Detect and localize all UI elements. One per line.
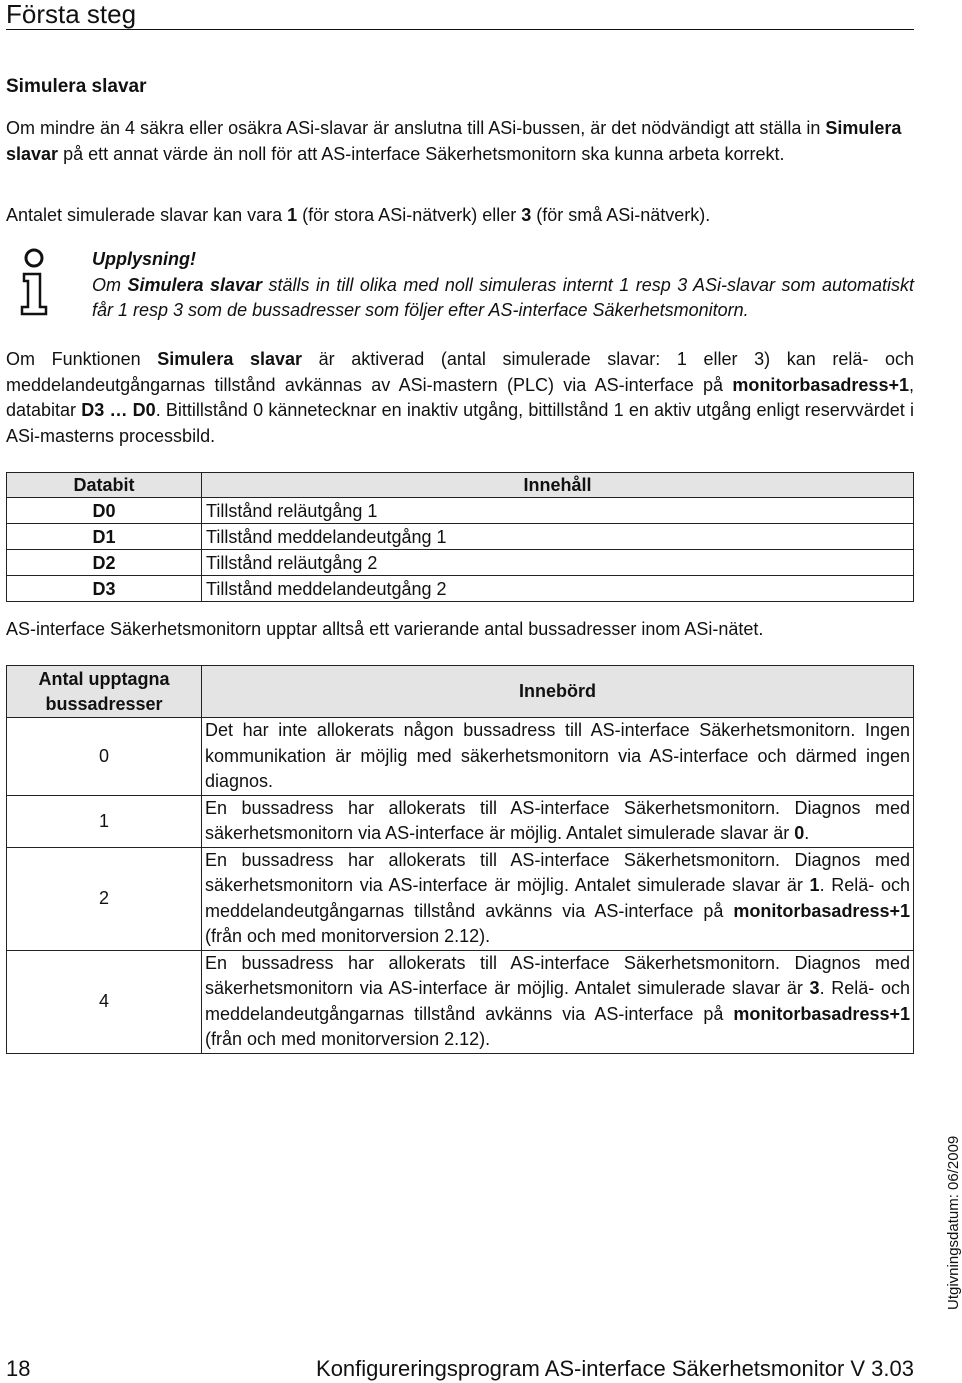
table-row [7,718,914,796]
meaning-text: . Relä- och meddelandeutgångarnas tillstånd avkänns via AS-interface på [205,875,910,921]
table-row [7,576,914,602]
meaning-cell [202,795,914,847]
intro-paragraph-2 [6,203,914,229]
table-header-content: Innehåll [202,473,914,498]
intro-text: (för små ASi-nätverk). [531,205,711,225]
info-icon [14,247,56,319]
note-body [92,273,914,324]
content-cell: Tillstånd meddelandeutgång 2 [202,576,914,602]
count-cell: 2 [7,847,202,950]
content-cell: Tillstånd meddelandeutgång 1 [202,524,914,550]
table-header-meaning: Innebörd [202,666,914,718]
content-cell: Tillstånd reläutgång 1 [202,498,914,524]
table-row [7,847,914,950]
meaning-text: . Relä- och meddelandeutgångarnas tillstånd avkänns via AS-interface på [205,978,910,1024]
intro-emphasis: 1 [287,205,298,225]
meaning-text: . [804,823,810,843]
meaning-text: (från och med monitorversion 2.12). [205,926,491,946]
intro-text: Om mindre än 4 säkra eller osäkra ASi-slavar är anslutna till ASi-bussen, är det nödvändigt att ställa in [6,118,826,138]
content-cell: Tillstånd reläutgång 2 [202,550,914,576]
intro-text: på ett annat värde än noll för att AS-interface Säkerhetsmonitorn ska kunna arbeta korrekt. [58,143,785,164]
paragraph-text: är aktiverad (antal simulerade slavar: 1 eller 3) kan relä- och meddelandeutgångarnas tillstånd avkännas av ASi-mastern (PLC) via AS-interface på [6,349,914,395]
issue-date-note: Utgivningsdatum: 06/2009 [945,1135,962,1310]
count-cell: 0 [7,718,202,796]
document-title: Konfigureringsprogram AS-interface Säkerhetsmonitor V 3.03 [316,1356,914,1381]
meaning-cell [202,718,914,796]
note-text: ställs in till olika med noll simuleras internt 1 resp 3 ASi-slavar som automatiskt får 1 resp 3 som de bussadresser som följer efter AS-interface Säkerhetsmonitorn. [92,274,914,320]
paragraph-text: , databitar [6,374,914,420]
paragraph-text: . Bittillstånd 0 kännetecknar en inaktiv utgång, bittillstånd 1 en aktiv utgång enligt reservvärdet i ASi-masterns processbild. [6,400,914,446]
intro-emphasis: Simulera slavar [6,118,902,164]
databit-cell: D1 [7,524,202,550]
table-header-row [7,666,914,718]
note-block [92,247,914,324]
meaning-cell [202,847,914,950]
meaning-emphasis: monitorbasadress+1 [733,1003,910,1024]
paragraph-text: Om Funktionen [6,349,158,369]
meaning-cell [202,950,914,1053]
note-title: Upplysning! [92,249,196,269]
count-cell: 1 [7,795,202,847]
databit-cell: D2 [7,550,202,576]
section-heading-wrap [6,74,914,99]
page-title: Första steg [6,0,137,29]
paragraph-emphasis: Simulera slavar [157,349,302,369]
table-row [7,498,914,524]
page-number: 18 [6,1356,31,1381]
count-cell: 4 [7,950,202,1053]
meaning-emphasis: 1 [809,875,820,895]
intro-paragraph-1 [6,116,914,167]
meaning-emphasis: monitorbasadress+1 [733,900,910,921]
meaning-text: Det har inte allokerats någon bussadress till AS-interface Säkerhetsmonitorn. Ingen kommunikation är möjlig med säkerhetsmonitorn via AS-interface och därmed ingen diagnos. [205,720,910,791]
intro-text: (för stora ASi-nätverk) eller [297,205,522,225]
table-header-databit: Databit [7,473,202,498]
note-emphasis: Simulera slavar [127,274,263,295]
section-heading: Simulera slavar [6,76,147,97]
meaning-emphasis: 0 [794,823,805,843]
bus-address-table [6,665,914,1054]
intro-emphasis: 3 [521,205,532,225]
meaning-text: (från och med monitorversion 2.12). [205,1029,491,1049]
databit-cell: D3 [7,576,202,602]
table-row [7,950,914,1053]
table-header-count: Antal upptagna bussadresser [7,666,202,718]
meaning-text: En bussadress har allokerats till AS-interface Säkerhetsmonitorn. Diagnos med säkerhetsmonitorn via AS-interface är möjlig. Antalet simulerade slavar är [205,952,910,998]
intro-text: Antalet simulerade slavar kan vara [6,205,288,225]
between-tables-text: AS-interface Säkerhetsmonitorn upptar alltså ett varierande antal bussadresser inom ASi-nätet. [6,619,764,639]
meaning-text: En bussadress har allokerats till AS-interface Säkerhetsmonitorn. Diagnos med säkerhetsmonitorn via AS-interface är möjlig. Antalet simulerade slavar är [205,849,910,895]
function-paragraph [6,347,914,449]
table-row [7,524,914,550]
databit-table [6,472,914,602]
meaning-text: En bussadress har allokerats till AS-interface Säkerhetsmonitorn. Diagnos med säkerhetsmonitorn via AS-interface är möjlig. Antalet simulerade slavar är [205,797,910,843]
table-header-row [7,473,914,498]
meaning-emphasis: 3 [809,978,820,998]
paragraph-emphasis: monitorbasadress+1 [732,374,909,395]
table-row [7,550,914,576]
note-text: Om [92,274,128,295]
paragraph-emphasis: D3 … D0 [81,400,156,420]
databit-cell: D0 [7,498,202,524]
table-row [7,795,914,847]
title-rule [6,29,914,30]
